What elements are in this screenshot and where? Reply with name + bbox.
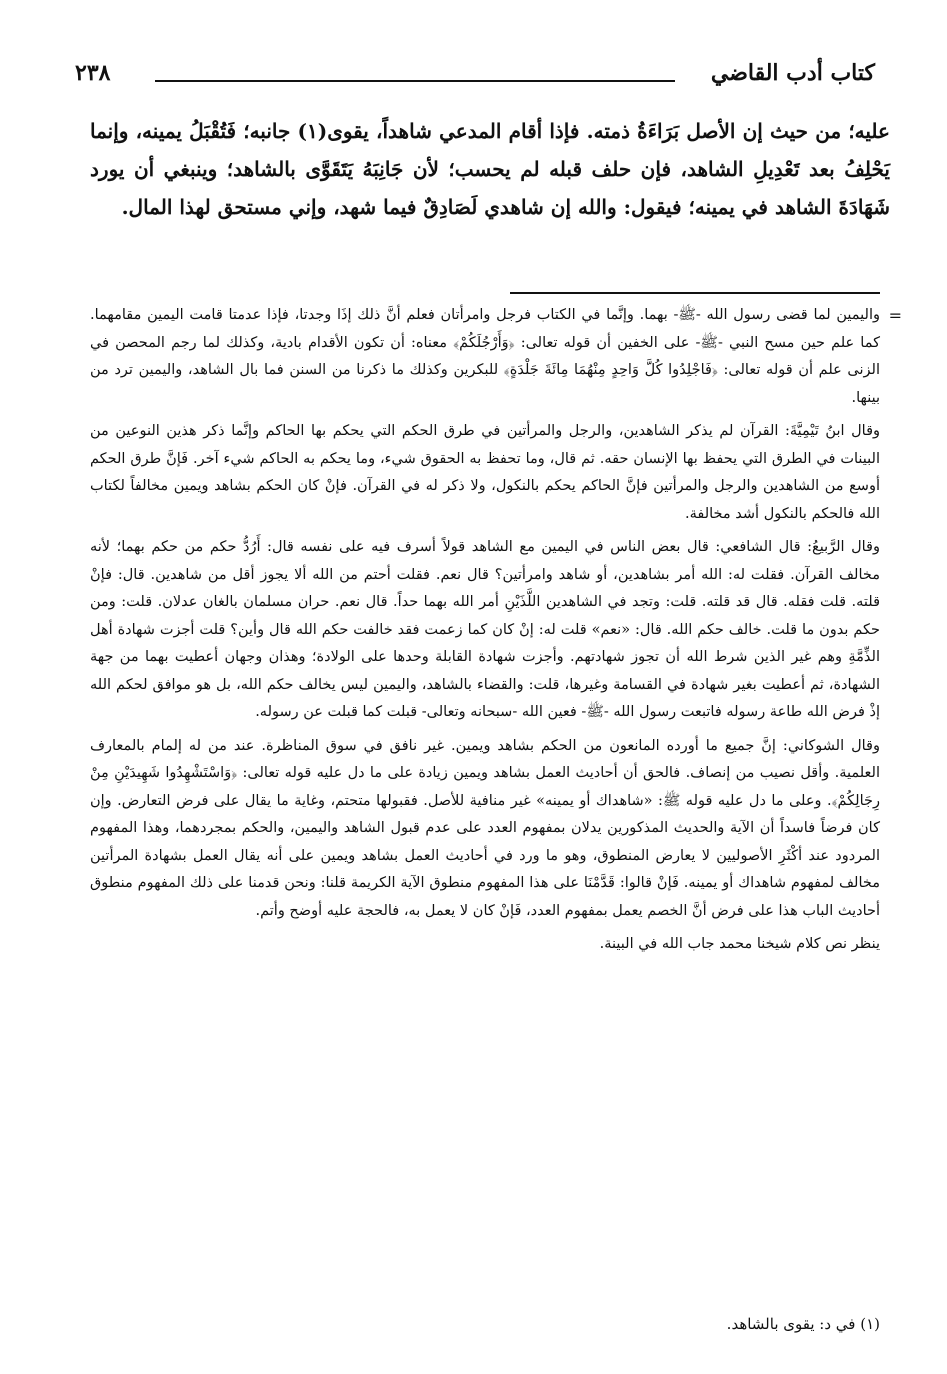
note-paragraph: وقال الشوكاني: إنَّ جميع ما أورده المانعون من الحكم بشاهد ويمين. غير نافق في سوق المناظرة. عند من له إلمام بالمعارف العلمية. وأقل نصيب من إنصاف. فالحق أن أحاديث العمل بشاهد ويمين زيادة على ما دل عليه قوله تعالى: ﴿وَاسْتَشْهِدُوا شَهِيدَيْنِ مِنْ رِجَالِكُمْ﴾. وعلى ما دل عليه قوله ﷺ: «شاهداك أو يمينه» غير منافية للأصل. فقبولها متحتم، وغاية ما يقال على فرض التعارض. وإن كان فرضاً فاسداً أن الآية والحديث المذكورين يدلان بمفهوم العدد على عدم قبول الشاهد واليمين، والحكم بمجردهما، وهذا المفهوم المردود عند أكْثَرِ الأصوليين لا يعارض المنطوق، وهو ما ورد في أحاديث العمل بشاهد ويمين على أنه يقال العمل بشهادة المرأتين مخالف لمفهوم شاهداك أو يمينه. فَإنْ قالوا: قَدَّمْنَا على هذا المفهوم منطوق الآية الكريمة قلنا: ونحن قدمنا على ذلك المفهوم منطوق أحاديث الباب هذا على فرض أنَّ الخصم يعمل بمفهوم العدد، فَإنْ كان لا يعمل به، فالحجة عليه أوضح وأتم. <box>90 737 880 919</box>
note-paragraph: وقال ابنُ تَيْمِيَّةَ: القرآن لم يذكر الشاهدين، والرجل والمرأتين في طرق الحكم التي يحكم بها الحاكم وإنَّما ذكر هذين النوعين من البينات في الطرق التي يحفظ بها الإنسان حقه. ثم قال، وما تحفظ به الحقوق شيء، وما يحكم به الحاكم شيء آخر. فَإنَّ طرق الحكم أوسع من الشاهدين والرجل والمرأتين فإنَّ الحاكم يحكم بالنكول، ولا ذكر له في القرآن. فإنْ كان الحكم بشاهد ويمين مخالفاً لكتاب الله فالحكم بالنكول أشد مخالفة. <box>90 423 880 522</box>
note-paragraph: واليمين لما قضى رسول الله -ﷺ- بهما. وإنَّما في الكتاب فرجل وامرأتان فعلم أنَّ ذلك إذَا وجدتا، فإذا عدمتا قامت اليمين مقامهما. كما علم حين مسح النبي -ﷺ- على الخفين أن قوله تعالى: ﴿وَأَرْجُلَكُمْ﴾ معناه: أن تكون الأقدام بادية، وكذلك لما رجم المحصن في الزنى علم أن قوله تعالى: ﴿فَاجْلِدُوا كُلَّ وَاحِدٍ مِنْهُمَا مِائَةَ جَلْدَةٍ﴾ للبكرين وكذلك ما ذكرنا من السنن فما بال الشاهد، واليمين ترد من بينها. <box>90 307 880 406</box>
main-text <box>90 112 890 226</box>
page-header <box>75 60 875 100</box>
footnote-separator <box>510 292 880 294</box>
notes-section <box>90 302 902 965</box>
note-paragraph: وقال الرَّبيعُ: قال الشافعي: قال بعض الناس في اليمين مع الشاهد قولاً أسرف فيه على نفسه قال: أَرُدُّ حكم من حكم بهما؛ لأنه مخالف القرآن. فقلت له: الله أمر بشاهدين، أو شاهد وامرأتين؟ قال نعم. فقلت أحتم من الله ألا يجوز أقل من شاهدين. قال: فإنْ قلته. قلت فقله. قال قد قلته. قلت: وتجد في الشاهدين اللَّذَيْنِ أمر الله بهما حداً. قال نعم. حران مسلمان بالغان عدلان. قلت: ومن حكم بدون ما قلت. خالف حكم الله. قال: «نعم» قلت له: إنْ كان كما زعمت فقد خالفت حكم الله قال وأين؟ قلت أجزت شهادة أهل الذِّمَّةِ وهم غير الذين شرط الله أن تجوز شهادتهم. وأجزت شهادة القابلة وحدها على الولادة؛ وهذان وجهان أعطيت بهما من جهة الشهادة، ثم أعطيت بغير شهادة في القسامة وغيرها، قلت: والقضاء بالشاهد، واليمين ليس يخالف حكم الله، بل هو موافق لحكم الله إذْ فرض الله طاعة رسوله فاتبعت رسول الله -ﷺ- فعين الله -سبحانه وتعالى- قبلت كما قبلت عن رسوله. <box>90 539 880 720</box>
page-number: ٢٣٨ <box>75 60 111 86</box>
book-title: كتاب أدب القاضي <box>710 60 875 86</box>
main-paragraph: عليه؛ من حيث إن الأصل بَرَاءَةُ ذمته. فإذا أقام المدعي شاهداً، يقوى(١) جانبه؛ فَتُقْبَلُ يمينه، وإنما يَحْلِفُ بعد تَعْدِيلِ الشاهد، فإن حلف قبله لم يحسب؛ لأن جَانِبَهُ يَتَقَوَّى بالشاهد؛ وينبغي أن يورد شَهَادَةَ الشاهد في يمينه؛ فيقول: والله إن شاهدي لَصَادِقٌ فيما شهد، وإني مستحق لهذا المال. <box>90 119 890 219</box>
header-rule <box>155 80 675 82</box>
footnote: (١) في د: يقوى بالشاهد. <box>726 1315 880 1333</box>
continuation-mark: = <box>888 306 902 325</box>
note-paragraph: ينظر نص كلام شيخنا محمد جاب الله في البينة. <box>599 936 880 952</box>
